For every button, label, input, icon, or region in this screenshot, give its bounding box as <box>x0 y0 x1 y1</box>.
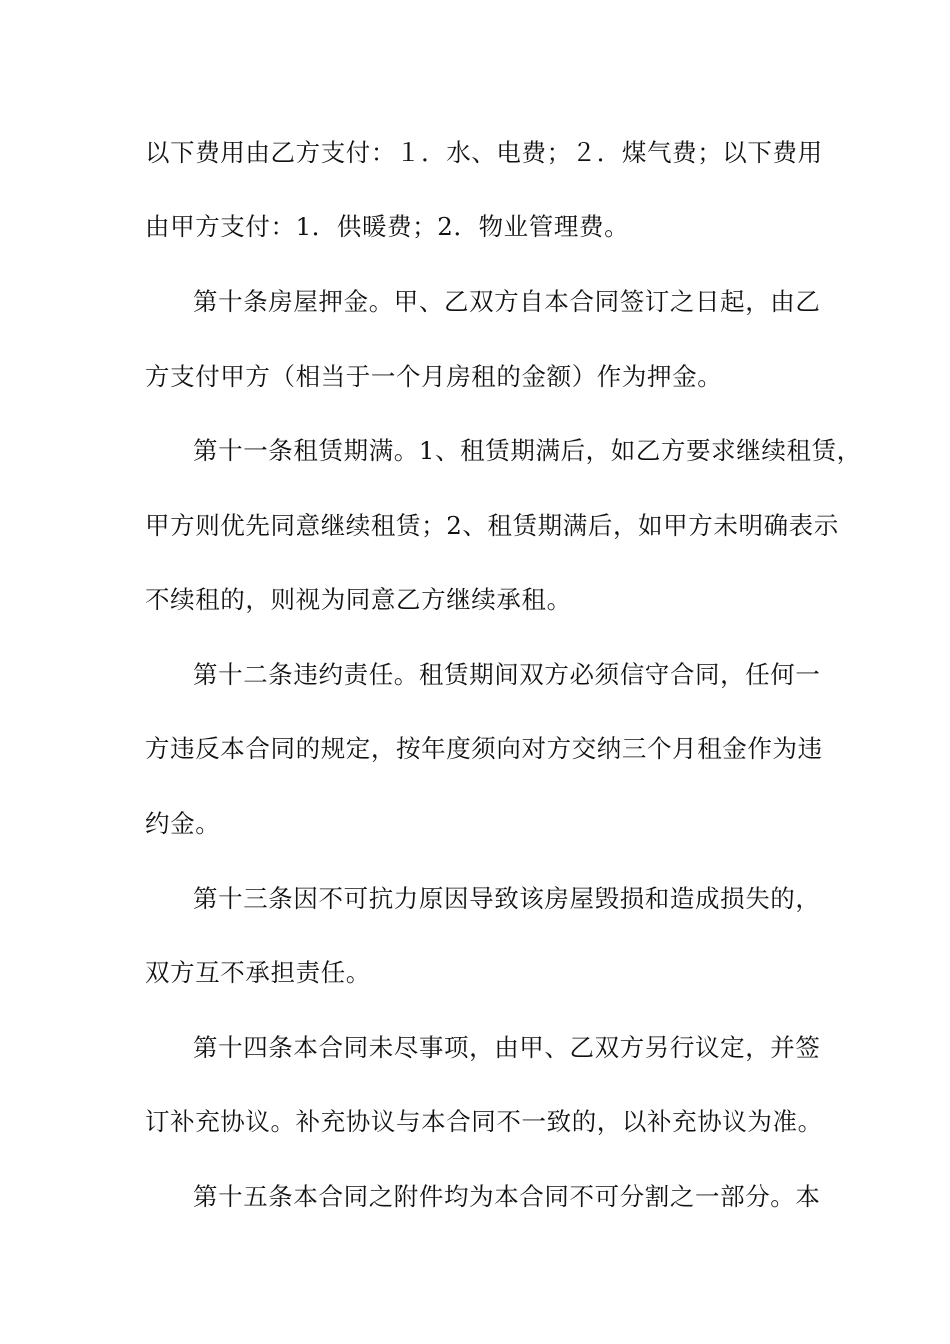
text-line: 第十一条租赁期满。1、租赁期满后，如乙方要求继续租赁， <box>193 436 862 465</box>
text-line: 双方互不承担责任。 <box>145 958 371 987</box>
text-line: 以下费用由乙方支付：１．水、电费；２．煤气费；以下费用 <box>145 138 823 167</box>
text-line: 约金。 <box>145 809 221 838</box>
text-line: 由甲方支付：1．供暖费；2．物业管理费。 <box>145 212 630 241</box>
text-line: 订补充协议。补充协议与本合同不一致的，以补充协议为准。 <box>145 1107 823 1136</box>
text-line: 甲方则优先同意继续租赁；2、租赁期满后，如甲方未明确表示 <box>145 511 839 540</box>
text-line: 方违反本合同的规定，按年度须向对方交纳三个月租金作为违 <box>145 734 823 763</box>
text-line: 第十五条本合同之附件均为本合同不可分割之一部分。本 <box>193 1182 821 1211</box>
text-line: 第十条房屋押金。甲、乙双方自本合同签订之日起，由乙 <box>193 287 821 316</box>
text-line: 第十四条本合同未尽事项，由甲、乙双方另行议定，并签 <box>193 1033 821 1062</box>
text-line: 第十二条违约责任。租赁期间双方必须信守合同，任何一 <box>193 660 821 689</box>
text-line: 不续租的，则视为同意乙方继续承租。 <box>145 585 572 614</box>
text-line: 方支付甲方（相当于一个月房租的金额）作为押金。 <box>145 362 723 391</box>
text-line: 第十三条因不可抗力原因导致该房屋毁损和造成损失的， <box>193 884 821 913</box>
